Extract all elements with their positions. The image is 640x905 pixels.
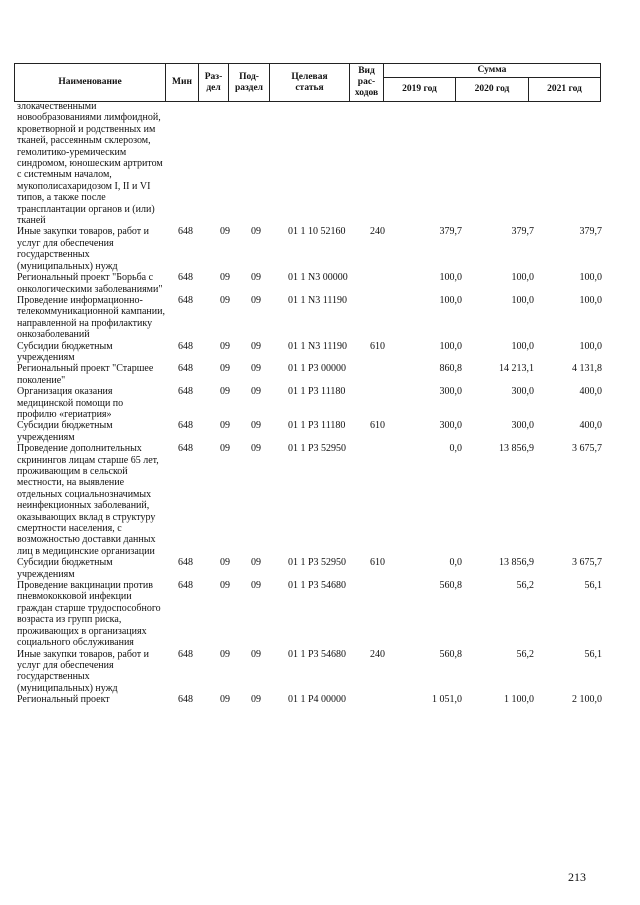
table-row: [0, 295, 640, 341]
row-sum-2019: 1 051,0: [432, 694, 462, 706]
row-celevaya: 01 1 N3 00000: [288, 272, 348, 284]
row-sum-2021: 4 131,8: [572, 363, 602, 375]
row-celevaya: 01 1 P3 52950: [288, 443, 347, 455]
row-vid: 240: [370, 226, 385, 238]
page-number: 213: [568, 870, 586, 884]
row-min: 648: [178, 557, 193, 569]
row-sum-2020: 300,0: [511, 420, 534, 432]
row-sum-2019: 560,8: [439, 580, 462, 592]
table-row: [0, 363, 640, 386]
header-2019: 2019 год: [384, 78, 456, 102]
row-sum-2020: 300,0: [511, 386, 534, 398]
row-min: 648: [178, 694, 193, 706]
row-razdel: 09: [220, 420, 230, 432]
row-sum-2020: 13 856,9: [499, 557, 534, 569]
row-sum-2021: 56,1: [584, 648, 602, 660]
row-name: Проведение вакцинации против пневмококковой инфекции граждан старше трудоспособного возраста из групп риска, проживающих в организациях социального обслуживания: [17, 580, 161, 649]
row-min: 648: [178, 226, 193, 238]
row-vid: 610: [370, 557, 385, 569]
row-podrazdel: 09: [251, 443, 261, 455]
row-sum-2019: 300,0: [439, 420, 462, 432]
row-razdel: 09: [220, 226, 230, 238]
row-sum-2019: 0,0: [449, 443, 462, 455]
row-sum-2021: 56,1: [584, 580, 602, 592]
table-row: [0, 694, 640, 705]
row-sum-2019: 0,0: [449, 557, 462, 569]
row-min: 648: [178, 272, 193, 284]
row-name: Субсидии бюджетным учреждениям: [17, 557, 113, 580]
row-celevaya: 01 1 10 52160: [288, 226, 346, 238]
row-sum-2020: 56,2: [516, 648, 534, 660]
row-name: Проведение дополнительных скринингов лицам старше 65 лет, проживающим в сельской местности, на выявление отдельных социальнозначимых неинфекционных заболеваний, оказывающих вклад в структуру смертности населения, с возможностью доставки данных лиц в медицинские организации: [17, 443, 159, 557]
row-podrazdel: 09: [251, 557, 261, 569]
row-podrazdel: 09: [251, 272, 261, 284]
row-podrazdel: 09: [251, 363, 261, 375]
table-row: [0, 386, 640, 420]
row-podrazdel: 09: [251, 580, 261, 592]
row-name: Региональный проект "Старшее поколение": [17, 363, 154, 386]
row-podrazdel: 09: [251, 648, 261, 660]
row-min: 648: [178, 363, 193, 375]
row-celevaya: 01 1 P3 11180: [288, 420, 346, 432]
table-row: [0, 226, 640, 272]
header-2020: 2020 год: [456, 78, 529, 102]
row-razdel: 09: [220, 557, 230, 569]
row-name: Организация оказания медицинской помощи по профилю «гериатрия»: [17, 386, 124, 420]
row-min: 648: [178, 386, 193, 398]
row-podrazdel: 09: [251, 340, 261, 352]
header-razdel-text: Раз- дел: [204, 71, 223, 93]
row-razdel: 09: [220, 294, 230, 306]
row-razdel: 09: [220, 443, 230, 455]
header-celevaya: [270, 64, 350, 102]
row-sum-2021: 3 675,7: [572, 443, 602, 455]
row-celevaya: 01 1 P3 54680: [288, 648, 347, 660]
header-podrazdel-text: Под- раздел: [234, 71, 264, 93]
row-sum-2021: 100,0: [579, 340, 602, 352]
header-razdel: [199, 64, 229, 102]
table-row: [0, 101, 640, 226]
row-sum-2021: 400,0: [579, 386, 602, 398]
row-podrazdel: 09: [251, 694, 261, 706]
row-sum-2021: 3 675,7: [572, 557, 602, 569]
row-celevaya: 01 1 P3 52950: [288, 557, 347, 569]
row-sum-2021: 2 100,0: [572, 694, 602, 706]
row-name: Субсидии бюджетным учреждениям: [17, 420, 113, 443]
row-razdel: 09: [220, 648, 230, 660]
row-sum-2019: 100,0: [439, 294, 462, 306]
row-sum-2019: 379,7: [439, 226, 462, 238]
row-razdel: 09: [220, 340, 230, 352]
row-name: злокачественными новообразованиями лимфоидной, кроветворной и родственных им тканей, рассеянным склерозом, гемолитико-уремическим синдромом, юношеским артритом с системным началом, мукополисахаридозом I, II и VI типов, а также после трансплантации органов и (или) тканей: [17, 101, 163, 227]
row-sum-2020: 100,0: [511, 272, 534, 284]
row-sum-2021: 400,0: [579, 420, 602, 432]
row-name: Проведение информационно-телекоммуникационной кампании, направленной на профилактику онкозаболеваний: [17, 294, 165, 341]
row-sum-2019: 300,0: [439, 386, 462, 398]
table-row: [0, 580, 640, 648]
table-row: [0, 341, 640, 364]
header-vid: [350, 64, 384, 102]
row-name: Субсидии бюджетным учреждениям: [17, 340, 113, 363]
row-podrazdel: 09: [251, 420, 261, 432]
header-podrazdel: [229, 64, 270, 102]
row-razdel: 09: [220, 694, 230, 706]
row-podrazdel: 09: [251, 386, 261, 398]
row-vid: 610: [370, 340, 385, 352]
row-sum-2020: 56,2: [516, 580, 534, 592]
table-row: [0, 443, 640, 557]
row-celevaya: 01 1 P3 54680: [288, 580, 347, 592]
row-razdel: 09: [220, 272, 230, 284]
header-min: Мин: [166, 64, 199, 102]
header-2021: 2021 год: [529, 78, 601, 102]
header-vid-text: Вид рас- ходов: [354, 66, 379, 98]
table-row: [0, 557, 640, 580]
table-body: [0, 101, 640, 706]
header-celevaya-text: Целевая статья: [291, 71, 328, 93]
table-header: [14, 63, 601, 102]
row-podrazdel: 09: [251, 294, 261, 306]
row-razdel: 09: [220, 580, 230, 592]
row-podrazdel: 09: [251, 226, 261, 238]
row-name: Иные закупки товаров, работ и услуг для обеспечения государственных (муниципальных) нужд: [17, 648, 150, 694]
table-row: [0, 272, 640, 295]
row-name: Иные закупки товаров, работ и услуг для обеспечения государственных (муниципальных) нужд: [17, 226, 150, 272]
row-sum-2020: 379,7: [511, 226, 534, 238]
row-sum-2019: 100,0: [439, 272, 462, 284]
row-razdel: 09: [220, 386, 230, 398]
table-row: [0, 420, 640, 443]
row-min: 648: [178, 420, 193, 432]
row-min: 648: [178, 443, 193, 455]
row-name: Региональный проект: [17, 694, 110, 706]
row-sum-2021: 100,0: [579, 294, 602, 306]
row-sum-2021: 379,7: [579, 226, 602, 238]
row-celevaya: 01 1 P4 00000: [288, 694, 347, 706]
header-name: Наименование: [15, 64, 166, 102]
row-celevaya: 01 1 P3 00000: [288, 363, 347, 375]
row-min: 648: [178, 340, 193, 352]
row-sum-2020: 1 100,0: [504, 694, 534, 706]
row-sum-2020: 13 856,9: [499, 443, 534, 455]
row-celevaya: 01 1 P3 11180: [288, 386, 346, 398]
row-vid: 240: [370, 648, 385, 660]
row-sum-2021: 100,0: [579, 272, 602, 284]
row-sum-2020: 14 213,1: [499, 363, 534, 375]
table-row: [0, 649, 640, 695]
row-sum-2019: 100,0: [439, 340, 462, 352]
row-razdel: 09: [220, 363, 230, 375]
header-summa: Сумма: [384, 64, 601, 78]
row-sum-2020: 100,0: [511, 294, 534, 306]
row-min: 648: [178, 648, 193, 660]
row-sum-2019: 560,8: [439, 648, 462, 660]
row-sum-2019: 860,8: [439, 363, 462, 375]
row-sum-2020: 100,0: [511, 340, 534, 352]
row-celevaya: 01 1 N3 11190: [288, 294, 347, 306]
row-vid: 610: [370, 420, 385, 432]
row-min: 648: [178, 580, 193, 592]
row-celevaya: 01 1 N3 11190: [288, 340, 347, 352]
row-name: Региональный проект "Борьба с онкологическими заболеваниями": [17, 272, 163, 295]
row-min: 648: [178, 294, 193, 306]
